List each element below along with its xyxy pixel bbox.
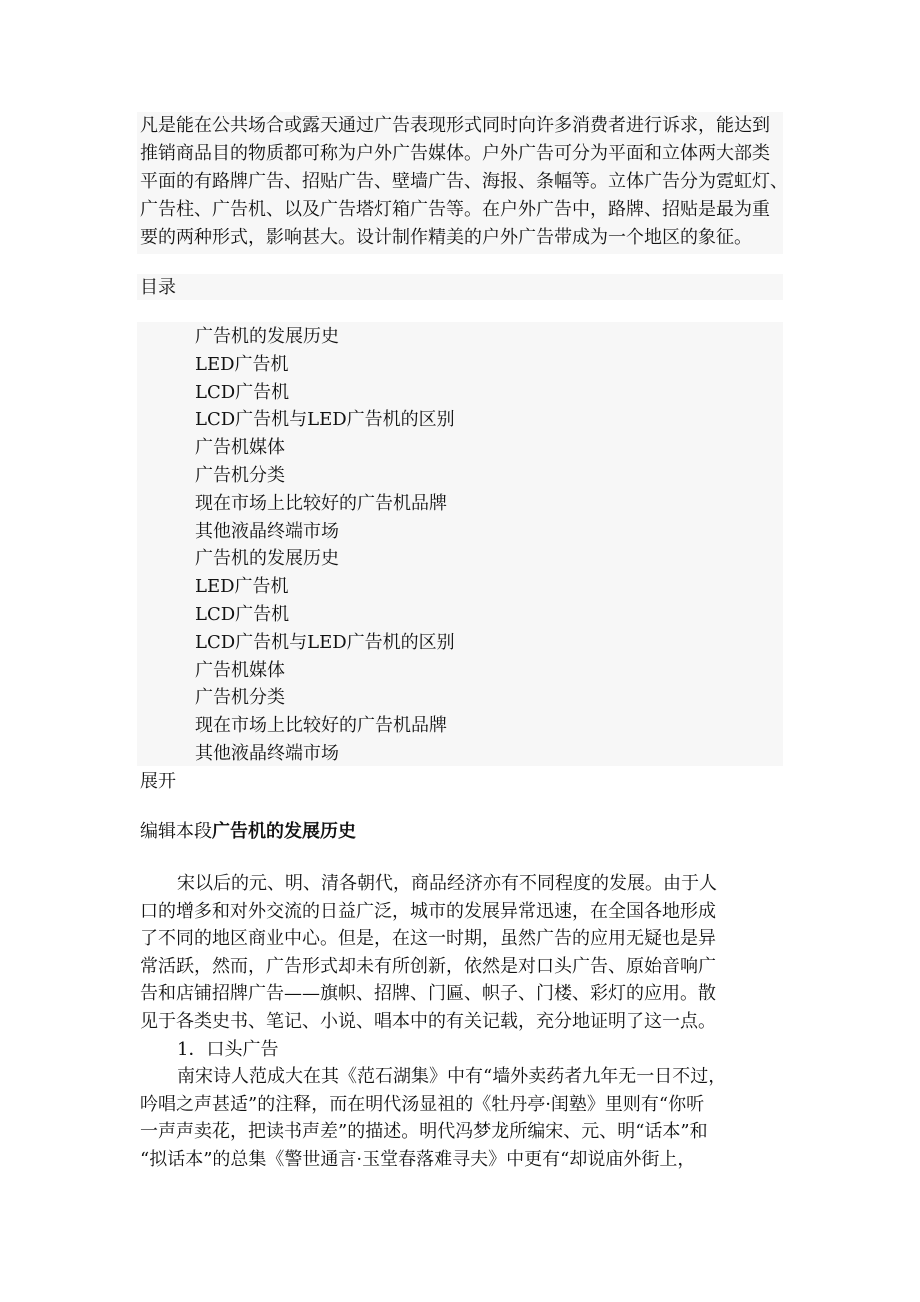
toc-item[interactable]: 广告机媒体 bbox=[195, 659, 285, 681]
toc-item[interactable]: 现在市场上比较好的广告机品牌 bbox=[195, 715, 447, 737]
body-line: 告和店铺招牌广告——旗帜、招牌、门匾、帜子、门楼、彩灯的应用。散 bbox=[140, 983, 716, 1005]
section-heading bbox=[140, 818, 356, 846]
body-line: 口的增多和对外交流的日益广泛，城市的发展异常迅速，在全国各地形成 bbox=[140, 900, 716, 922]
toc-item[interactable]: 广告机的发展历史 bbox=[195, 548, 339, 570]
toc-item[interactable]: 广告机媒体 bbox=[195, 437, 285, 459]
toc-item[interactable]: LCD广告机与LED广告机的区别 bbox=[195, 631, 455, 653]
toc-item[interactable]: LED广告机 bbox=[195, 353, 289, 375]
toc-item[interactable]: 广告机的发展历史 bbox=[195, 326, 339, 347]
section-body bbox=[140, 870, 786, 1174]
toc-item[interactable]: 其他液晶终端市场 bbox=[195, 742, 339, 764]
body-line: 见于各类史书、笔记、小说、唱本中的有关记载，充分地证明了这一点。 bbox=[140, 1010, 716, 1032]
section-title: 广告机的发展历史 bbox=[212, 821, 356, 842]
toc-title: 目录 bbox=[140, 277, 176, 298]
table-of-contents bbox=[195, 323, 455, 768]
toc-item[interactable]: LCD广告机与LED广告机的区别 bbox=[195, 409, 455, 431]
toc-item[interactable]: LCD广告机 bbox=[195, 381, 290, 403]
toc-item[interactable]: LED广告机 bbox=[195, 576, 289, 598]
toc-title-shade bbox=[137, 274, 783, 300]
body-line: 一声声卖花，把读书声差”的描述。明代冯梦龙所编宋、元、明“话本”和 bbox=[140, 1121, 708, 1143]
intro-line: 平面的有路牌广告、招贴广告、壁墙广告、海报、条幅等。立体广告分为霓虹灯、 bbox=[140, 171, 788, 192]
intro-line: 广告柱、广告机、以及广告塔灯箱广告等。在户外广告中，路牌、招贴是最为重 bbox=[140, 199, 770, 220]
intro-paragraph bbox=[140, 112, 786, 252]
toc-item[interactable]: 广告机分类 bbox=[195, 464, 285, 486]
intro-line: 要的两种形式，影响甚大。设计制作精美的户外广告带成为一个地区的象征。 bbox=[140, 227, 752, 248]
toc-item[interactable]: 其他液晶终端市场 bbox=[195, 520, 339, 542]
body-line: 了不同的地区商业中心。但是，在这一时期，虽然广告的应用无疑也是异 bbox=[140, 928, 716, 950]
body-line: 常活跃，然而，广告形式却未有所创新，依然是对口头广告、原始音响广 bbox=[140, 955, 716, 977]
body-line: “拟话本”的总集《警世通言·玉堂春落难寻夫》中更有“却说庙外街上， bbox=[140, 1148, 696, 1170]
intro-line: 推销商品目的物质都可称为户外广告媒体。户外广告可分为平面和立体两大部类 bbox=[140, 143, 770, 164]
body-line: 吟唱之声甚适”的注释，而在明代汤显祖的《牡丹亭·闺塾》里则有“你听 bbox=[140, 1093, 705, 1115]
body-line: 宋以后的元、明、清各朝代，商品经济亦有不同程度的发展。由于人 bbox=[177, 873, 717, 894]
expand-link[interactable]: 展开 bbox=[140, 771, 176, 792]
toc-item[interactable]: 现在市场上比较好的广告机品牌 bbox=[195, 492, 447, 514]
toc-item[interactable]: LCD广告机 bbox=[195, 603, 290, 625]
intro-line: 凡是能在公共场合或露天通过广告表现形式同时向许多消费者进行诉求，能达到 bbox=[140, 115, 770, 136]
body-line: 南宋诗人范成大在其《范石湖集》中有“墙外卖药者九年无一日不过， bbox=[177, 1066, 727, 1088]
edit-section-link[interactable]: 编辑本段 bbox=[140, 821, 212, 842]
toc-item[interactable]: 广告机分类 bbox=[195, 687, 285, 709]
subheading: 1．口头广告 bbox=[177, 1038, 279, 1060]
